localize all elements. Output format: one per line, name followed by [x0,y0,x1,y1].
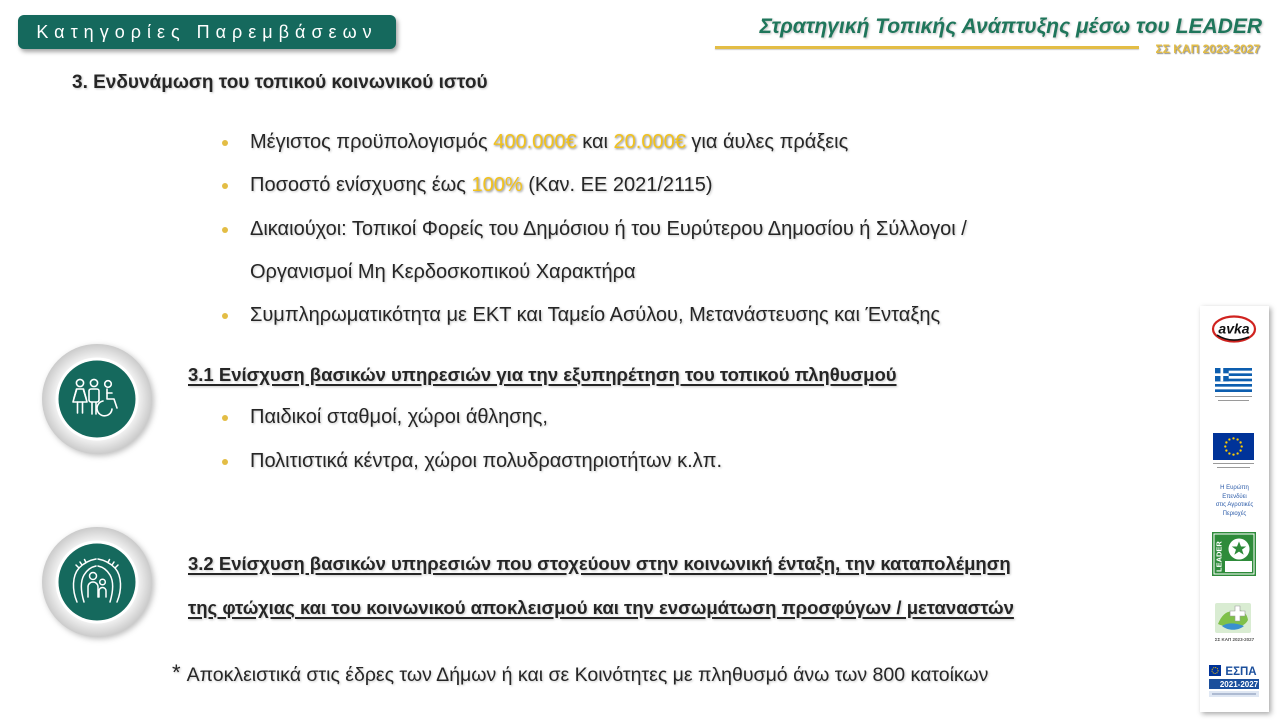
eu-flag-icon [1213,433,1254,465]
greek-flag-icon [1215,368,1252,397]
slogan-line: στις Αγροτικές [1215,502,1254,508]
list-item [250,440,722,483]
bullet-dot [222,415,228,421]
subsection-title-line: της φτώχιας και του κοινωνικού αποκλεισμού και την ενσωμάτωση προσφύγων / μεταναστών [188,597,1014,618]
kap-map-caption: ΣΣ ΚΑΠ 2023-2027 [1214,637,1255,642]
measure-bullet-list [250,121,967,337]
subsection-3-2-title [188,542,1014,630]
bullet-dot [222,459,228,465]
bullet-text: Οργανισμοί Μη Κερδοσκοπικού Χαρακτήρα [250,260,636,283]
footnote-marker: * [172,660,181,685]
bullet-text: Πολιτιστικά κέντρα, χώροι πολυδραστηριοτήτων κ.λπ. [250,449,723,472]
bullet-text: και [576,131,614,153]
eu-rural-slogan [1200,484,1269,518]
program-tag: ΣΣ ΚΑΠ 2023-2027 [1155,42,1260,56]
list-item [250,396,722,439]
eu-fund-caption-lines [1217,467,1250,468]
bullet-dot [222,313,228,319]
protective-hands-icon [41,526,153,638]
subsection-title-line: 3.1 Ενίσχυση βασικών υπηρεσιών για την εξυπηρέτηση του τοπικού πληθυσμού [188,364,897,385]
title-underline-rule [715,46,1139,49]
bullet-text: Μέγιστος προϋπολογισμός [250,131,494,153]
kap-map-logo [1214,602,1252,639]
sponsor-logo-strip [1200,306,1269,712]
slogan-line: Περιοχές [1222,510,1247,517]
subsection-3-1-title [188,353,897,397]
aid-rate: 100% [471,174,523,197]
espa-logo [1208,663,1260,704]
espa-period-text: 2021-2027 [1219,680,1259,689]
subsection-3-1-bullet-list [250,396,722,483]
bullet-dot [222,227,228,233]
max-budget-amount: 400.000€ [493,131,577,153]
bullet-text: για άυλες πράξεις [685,131,849,153]
slogan-line: Επενδύει [1222,493,1247,500]
bullet-text: Συμπληρωματικότητα με ΕΚΤ και Ταμείο Ασύλου, Μετανάστευσης και Ένταξης [250,304,941,327]
ministry-caption-lines [1218,400,1249,401]
ministry-caption-lines [1215,396,1252,397]
intangible-budget-amount: 20.000€ [613,131,686,153]
avka-logo-text: avka [1218,320,1250,337]
bullet-text: (Καν. ΕΕ 2021/2115) [522,174,713,197]
category-badge: Κατηγορίες Παρεμβάσεων [18,15,396,49]
leader-logo [1212,532,1256,581]
eu-fund-caption-lines [1213,463,1254,464]
espa-logo-text: ΕΣΠΑ [1225,666,1257,678]
list-item [250,208,967,251]
avka-logo [1211,314,1257,349]
slogan-line: Η Ευρώπη [1220,485,1249,491]
list-item-continuation [250,251,967,294]
bullet-dot [222,183,228,189]
bullet-text: Ποσοστό ενίσχυσης έως [250,174,472,197]
bullet-text: Παιδικοί σταθμοί, χώροι άθλησης, [250,406,548,429]
bullet-dot [222,140,228,146]
measure-title: 3. Ενδυνάμωση του τοπικού κοινωνικού ιστού [72,72,488,93]
list-item [250,294,967,337]
list-item [250,121,967,164]
subsection-title-line: 3.2 Ενίσχυση βασικών υπηρεσιών που στοχεύουν στην κοινωνική ένταξη, την καταπολέμηση [188,553,1011,574]
people-accessibility-icon [41,343,153,455]
bullet-text: Δικαιούχοι: Τοπικοί Φορείς του Δημόσιου ή του Ευρύτερου Δημοσίου ή Σύλλογοι / [250,217,967,240]
footnote [172,661,988,687]
footnote-text: Αποκλειστικά στις έδρες των Δήμων ή και σε Κοινότητες με πληθυσμό άνω των 800 κατοίκων [186,664,989,686]
list-item [250,164,967,207]
strategy-title: Στρατηγική Τοπικής Ανάπτυξης μέσω του LEADER [759,15,1262,38]
leader-logo-text: LEADER [1214,541,1224,572]
